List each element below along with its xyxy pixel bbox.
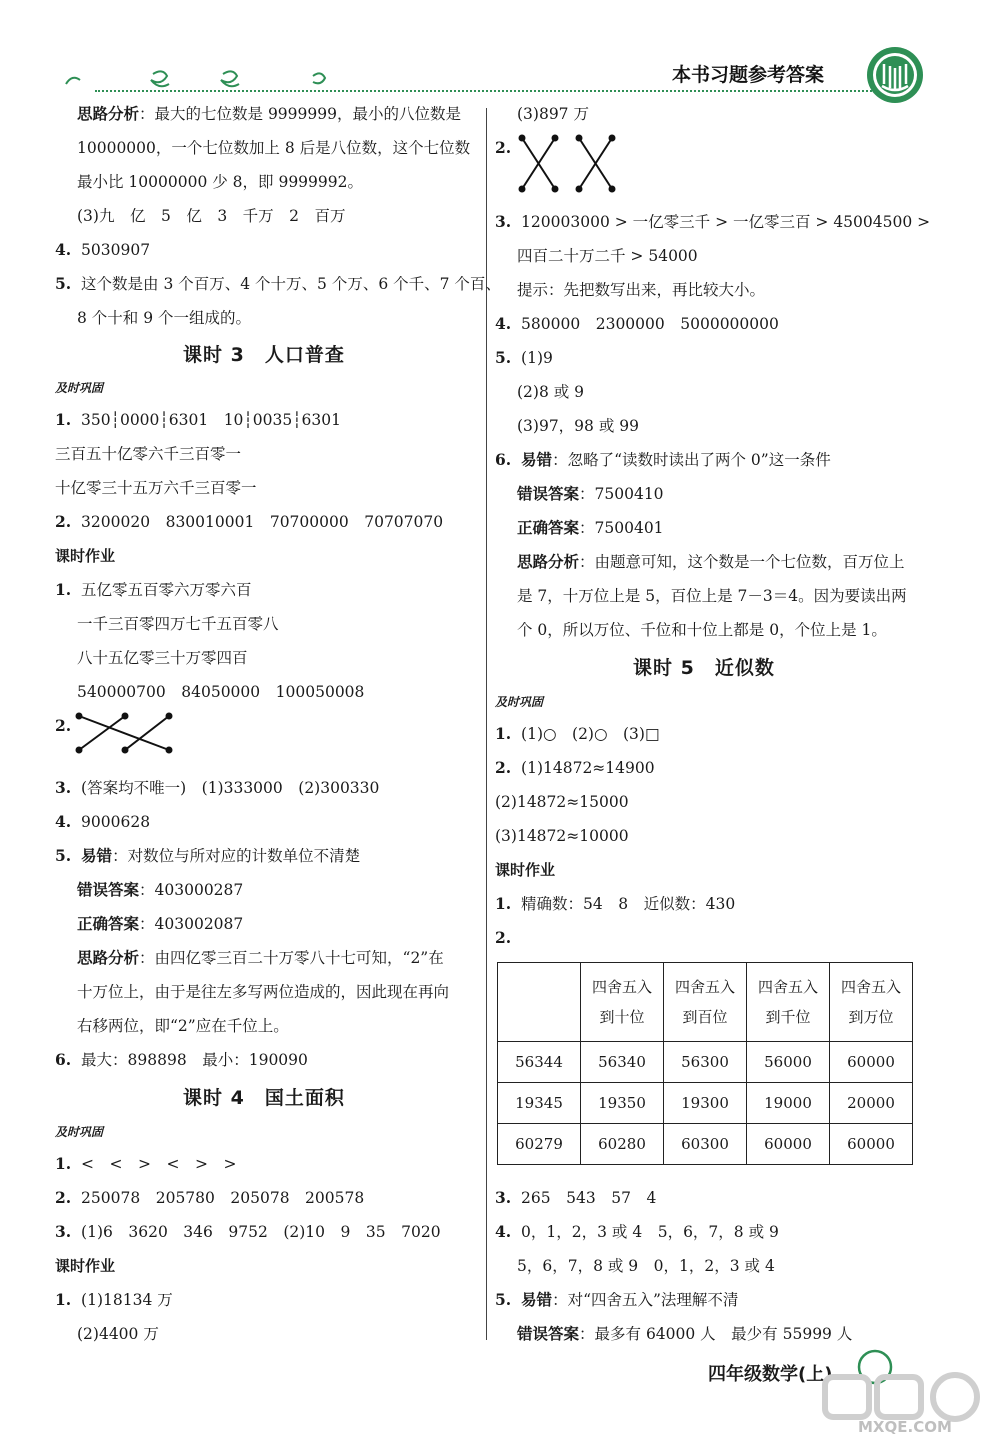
- s3-q2: 2. 3200020 830010001 70700000 70707070: [55, 512, 444, 531]
- r-q6-analysis-1: 思路分析：由题意可知，这个数是一个七位数，百万位上: [517, 552, 905, 571]
- s5-z5-yicuo: 5. 易错：对“四舍五入”法理解不清: [495, 1290, 739, 1309]
- r-q5-1: 5. (1)9: [495, 348, 553, 367]
- s3-z3: 3. (答案均不唯一) (1)333000 (2)300330: [55, 778, 380, 797]
- table-row: [498, 1042, 913, 1083]
- s3-z5-right: 正确答案：403002087: [77, 914, 244, 933]
- table-cell: 19000: [747, 1083, 830, 1124]
- s4-z1-line1: 1. (1)18134 万: [55, 1290, 173, 1309]
- table-header-cell: 四舍五入 到十位: [581, 963, 664, 1042]
- header-dotted-rule: [95, 90, 875, 92]
- s4-q1: 1. < < > < > >: [55, 1154, 237, 1173]
- s5-q2-3: (3)14872≈10000: [495, 827, 629, 845]
- s3-z2-number: 2.: [55, 716, 72, 735]
- label-zuoye-3: 课时作业: [55, 547, 116, 565]
- page-header: [0, 0, 1000, 105]
- table-cell: 56340: [581, 1042, 664, 1083]
- left-line-2: 10000000，一个七位数加上 8 后是八位数，这个七位数: [77, 139, 471, 157]
- r-q3-line2: 四百二十万二千 > 54000: [517, 247, 698, 265]
- label-zuoye-5: 课时作业: [495, 861, 556, 879]
- left-line-6: 5. 这个数是由 3 个百万、4 个十万、5 个万、6 个千、7 个百、: [55, 274, 501, 293]
- s5-z4-line1: 4. 0，1，2，3 或 4 5，6，7，8 或 9: [495, 1222, 779, 1241]
- s3-z5-analysis-2: 十万位上，由于是往左多写两位造成的，因此现在再向: [77, 983, 450, 1001]
- watermark-text: MXQE.COM: [858, 1418, 952, 1436]
- s5-q2-2: (2)14872≈15000: [495, 793, 629, 811]
- s5-q1: 1. (1)○ (2)○ (3)□: [495, 724, 660, 743]
- s3-z4: 4. 9000628: [55, 812, 151, 831]
- r-q6-analysis-2: 是 7，十万位上是 5，百位上是 7－3＝4。因为要读出两: [517, 587, 907, 605]
- s3-z5-analysis-3: 右移两位，即“2”应在千位上。: [77, 1017, 289, 1035]
- table-cell: 60000: [830, 1042, 913, 1083]
- section-title-3: 课时 3 人口普查: [183, 344, 345, 366]
- label-zuoye-4: 课时作业: [55, 1257, 116, 1275]
- table-header-row: [498, 963, 913, 1042]
- r-q3-hint: 提示：先把数写出来，再比较大小。: [517, 281, 766, 299]
- left-line-3: 最小比 10000000 少 8，即 9999992。: [77, 173, 363, 191]
- table-cell: 60279: [498, 1124, 581, 1165]
- book-logo-icon: [866, 46, 924, 104]
- r-q5-3: (3)97，98 或 99: [517, 417, 639, 435]
- table-header-cell: 四舍五入 到百位: [664, 963, 747, 1042]
- matching-diagram-right: [517, 133, 622, 195]
- label-jishi-4: 及时巩固: [55, 1125, 104, 1139]
- s5-z4-line2: 5，6，7，8 或 9 0，1，2，3 或 4: [517, 1257, 775, 1275]
- s3-q1-line2: 三百五十亿零六千三百零一: [55, 445, 242, 463]
- s3-z1-line1: 1. 五亿零五百零六万零六百: [55, 580, 252, 599]
- table-cell: 60000: [830, 1124, 913, 1165]
- left-line-4: (3)九 亿 5 亿 3 千万 2 百万: [77, 207, 346, 225]
- left-line-7: 8 个十和 9 个一组成的。: [77, 309, 252, 327]
- s3-z1-line4: 540000700 84050000 100050008: [77, 683, 365, 701]
- s5-z1: 1. 精确数：54 8 近似数：430: [495, 894, 736, 913]
- r-q2-number: 2.: [495, 138, 512, 157]
- s3-z5-yicuo: 5. 易错：对数位与所对应的计数单位不清楚: [55, 846, 361, 865]
- r-q6-analysis-3: 个 0，所以万位、千位和十位上都是 0，个位上是 1。: [517, 621, 887, 639]
- table-row: [498, 1124, 913, 1165]
- label-jishi-3: 及时巩固: [55, 381, 104, 395]
- s3-z1-line3: 八十五亿零三十万零四百: [77, 649, 248, 667]
- r-q6-yicuo: 6. 易错：忽略了“读数时读出了两个 0”这一条件: [495, 450, 831, 469]
- decorative-swirls: [58, 62, 348, 102]
- s5-z3: 3. 265 543 57 4: [495, 1188, 657, 1207]
- section-title-4: 课时 4 国土面积: [183, 1087, 345, 1109]
- r-q3-line1: 3. 120003000 > 一亿零三千 > 一亿零三百 > 45004500 >: [495, 212, 931, 231]
- s5-q2-1: 2. (1)14872≈14900: [495, 758, 655, 777]
- left-line-1: 思路分析：最大的七位数是 9999999，最小的八位数是: [77, 104, 461, 123]
- s4-q2: 2. 250078 205780 205078 200578: [55, 1188, 365, 1207]
- table-cell: 56344: [498, 1042, 581, 1083]
- s3-q1-line1: 1. 350┆0000┆6301 10┆0035┆6301: [55, 410, 341, 429]
- table-header-cell: 四舍五入 到千位: [747, 963, 830, 1042]
- table-cell: 56000: [747, 1042, 830, 1083]
- r-q6-wrong: 错误答案：7500410: [517, 484, 664, 503]
- table-cell: 19345: [498, 1083, 581, 1124]
- s5-z2-number: 2.: [495, 928, 512, 947]
- r-line-0: (3)897 万: [517, 105, 589, 123]
- table-cell: 20000: [830, 1083, 913, 1124]
- left-line-5: 4. 5030907: [55, 240, 151, 259]
- table-cell: 60000: [747, 1124, 830, 1165]
- table-cell: 60280: [581, 1124, 664, 1165]
- r-q6-right: 正确答案：7500401: [517, 518, 664, 537]
- table-cell: 56300: [664, 1042, 747, 1083]
- s3-z5-analysis-1: 思路分析：由四亿零三百二十万零八十七可知，“2”在: [77, 948, 444, 967]
- s3-z1-line2: 一千三百零四万七千五百零八: [77, 615, 279, 633]
- r-q4: 4. 580000 2300000 5000000000: [495, 314, 779, 333]
- header-title: 本书习题参考答案: [672, 64, 825, 86]
- table-cell: 19350: [581, 1083, 664, 1124]
- section-title-5: 课时 5 近似数: [633, 657, 775, 679]
- label-jishi-5: 及时巩固: [495, 695, 544, 709]
- rounding-table: [497, 962, 913, 1165]
- s4-q3: 3. (1)6 3620 346 9752 (2)10 9 35 7020: [55, 1222, 441, 1241]
- table-cell: 19300: [664, 1083, 747, 1124]
- table-header-cell: [498, 963, 581, 1042]
- table-row: [498, 1083, 913, 1124]
- s3-q1-line3: 十亿零三十五万六千三百零一: [55, 479, 257, 497]
- s3-z5-wrong: 错误答案：403000287: [77, 880, 244, 899]
- s5-z5-wrong: 错误答案：最多有 64000 人 最少有 55999 人: [517, 1324, 853, 1343]
- s3-z6: 6. 最大：898898 最小：190090: [55, 1050, 308, 1069]
- table-cell: 60300: [664, 1124, 747, 1165]
- s4-z1-line2: (2)4400 万: [77, 1325, 159, 1343]
- matching-diagram-left: [75, 710, 175, 756]
- footer-book-title: 四年级数学(上): [708, 1364, 833, 1385]
- table-header-cell: 四舍五入 到万位: [830, 963, 913, 1042]
- r-q5-2: (2)8 或 9: [517, 383, 585, 401]
